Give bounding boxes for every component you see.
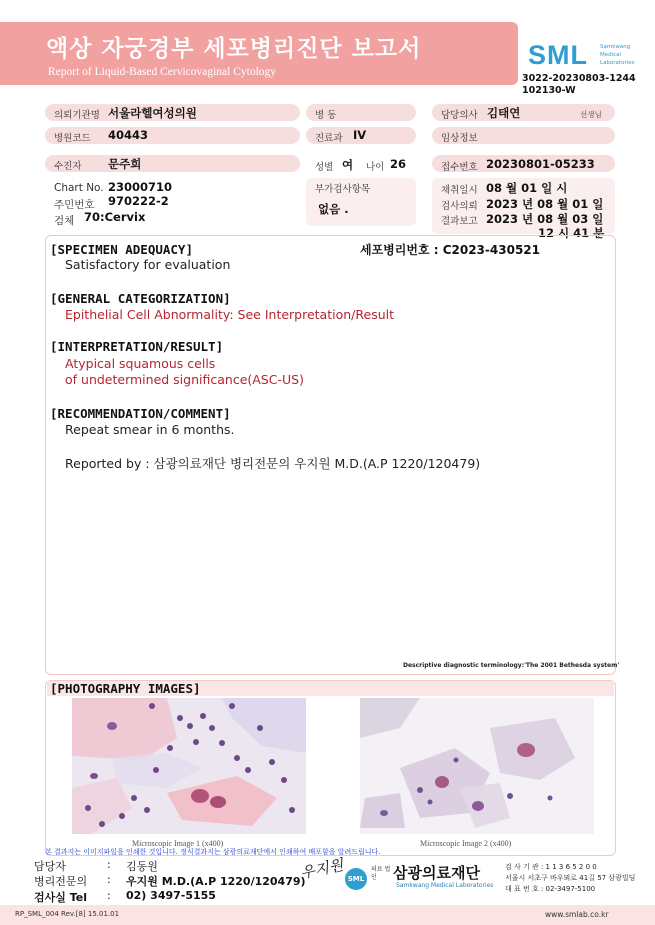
extra-tests-value: 없음 . [318, 202, 349, 216]
specimen-label: 검체 [54, 215, 75, 227]
terminology-note: Descriptive diagnostic terminology:'The 2001 Bethesda system' [403, 662, 620, 669]
request-value: 2023 년 08 월 01 일 [486, 197, 604, 211]
tel-label: 검사실 Tel [34, 891, 87, 904]
staff-colon: : [107, 858, 111, 871]
report-subtitle: Report of Liquid-Based Cervicovaginal Cytology [48, 66, 277, 78]
id-value: 970222-2 [108, 194, 169, 208]
doctor-suffix: 선생님 [580, 110, 602, 119]
doctor-label: 담당의사 [441, 110, 478, 121]
doctor-value: 김태연 [487, 106, 521, 120]
website-link[interactable]: www.smlab.co.kr [545, 910, 609, 919]
contact-line-3: 대 표 번 호 : 02-3497-5100 [505, 885, 596, 893]
pathologist-value: 우지원 M.D.(A.P 1220/120479) [126, 875, 306, 888]
pathology-number: 세포병리번호 : C2023-430521 [360, 243, 540, 257]
request-label: 검사의뢰 [441, 201, 478, 212]
photo-heading: [PHOTOGRAPHY IMAGES] [50, 681, 201, 696]
sml-logo-subtitle: Samkwang Medical Laboratories [600, 44, 635, 66]
microscopic-image-1 [72, 698, 306, 834]
interpretation-text-2: of undetermined significance(ASC-US) [65, 372, 304, 387]
pathologist-colon: : [107, 873, 111, 886]
foundation-name: 삼광의료재단 [393, 864, 480, 882]
microscopic-image-2-graphic [360, 698, 594, 834]
recommendation-text: Repeat smear in 6 months. [65, 422, 235, 437]
patient-value: 문주희 [108, 157, 142, 171]
contact-info [505, 862, 635, 895]
receipt-label: 접수번호 [441, 162, 478, 173]
id-label: 주민번호 [54, 199, 95, 211]
chart-value: 23000710 [108, 180, 173, 194]
image-1-caption: Microscopic Image 1 (x400) [132, 839, 224, 848]
patient-pill [45, 155, 300, 172]
foundation-logo-icon: SML [345, 868, 367, 890]
dept-label: 진료과 [315, 133, 343, 144]
form-code: RP_SML_004 Rev.[8] 15.01.01 [15, 910, 120, 918]
general-text: Epithelial Cell Abnormality: See Interpretation/Result [65, 307, 394, 322]
hospital-label: 의뢰기관명 [54, 110, 100, 121]
result-label: 결과보고 [441, 216, 478, 227]
pathologist-signature: 우지원 [298, 855, 345, 883]
pathologist-label: 병리전문의 [34, 875, 88, 888]
document-id-line-2: 102130-W [522, 85, 576, 96]
recommendation-heading: [RECOMMENDATION/COMMENT] [50, 406, 231, 421]
code-value: 40443 [108, 128, 149, 142]
result-value: 2023 년 08 월 03 일 [486, 212, 604, 226]
clinical-label: 임상정보 [441, 133, 478, 144]
document-id [522, 73, 636, 97]
report-title: 액상 자궁경부 세포병리진단 보고서 [46, 36, 422, 62]
staff-value: 김동원 [126, 860, 158, 873]
collect-label: 채취일시 [441, 185, 478, 196]
contact-line-1: 검 사 기 관 : 1 1 3 6 5 2 0 0 [505, 863, 597, 871]
tel-colon: : [107, 889, 111, 902]
foundation-type: 의료 법인 [371, 866, 391, 881]
age-label: 나이 [366, 162, 385, 173]
specimen-value: 70:Cervix [84, 210, 146, 224]
patient-label: 수진자 [54, 161, 82, 172]
extra-tests-label: 부가검사항목 [315, 184, 371, 195]
microscopic-image-2 [360, 698, 594, 834]
staff-label: 담당자 [34, 860, 66, 873]
age-value: 26 [390, 157, 407, 171]
tel-value: 02) 3497-5155 [126, 889, 216, 902]
adequacy-text: Satisfactory for evaluation [65, 257, 231, 272]
sml-logo: SML [528, 40, 588, 70]
document-id-line-1: 3022-20230803-1244 [522, 73, 636, 84]
result-time: 12 시 41 분 [538, 226, 605, 240]
chart-label: Chart No. [54, 182, 104, 194]
reported-by: Reported by : 삼광의료재단 병리전문의 우지원 M.D.(A.P 1220/120479) [65, 456, 481, 471]
dept-value: IV [353, 128, 367, 142]
general-heading: [GENERAL CATEGORIZATION] [50, 291, 231, 306]
print-notice: 본 결과지는 이미지파일을 인쇄한 것입니다. 정식결과지는 삼광의료재단에서 인쇄하여 배포함을 알려드립니다. [45, 848, 381, 856]
image-2-caption: Microscopic Image 2 (x400) [420, 839, 512, 848]
microscopic-image-1-graphic [72, 698, 306, 834]
foundation-name-en: Samkwang Medical Laboratories [396, 882, 494, 889]
sex-value: 여 [342, 158, 354, 172]
sex-label: 성별 [315, 162, 334, 173]
contact-line-2: 서울시 서초구 바우뫼로 41길 57 삼광빌딩 [505, 874, 636, 882]
adequacy-heading: [SPECIMEN ADEQUACY] [50, 242, 193, 257]
interpretation-text-1: Atypical squamous cells [65, 356, 216, 371]
interpretation-heading: [INTERPRETATION/RESULT] [50, 339, 224, 354]
collect-value: 08 월 01 일 시 [486, 181, 568, 195]
code-label: 병원코드 [54, 133, 91, 144]
ward-label: 병 동 [315, 110, 337, 121]
hospital-value: 서울라헬여성의원 [108, 106, 197, 120]
receipt-value: 20230801-05233 [486, 157, 595, 171]
